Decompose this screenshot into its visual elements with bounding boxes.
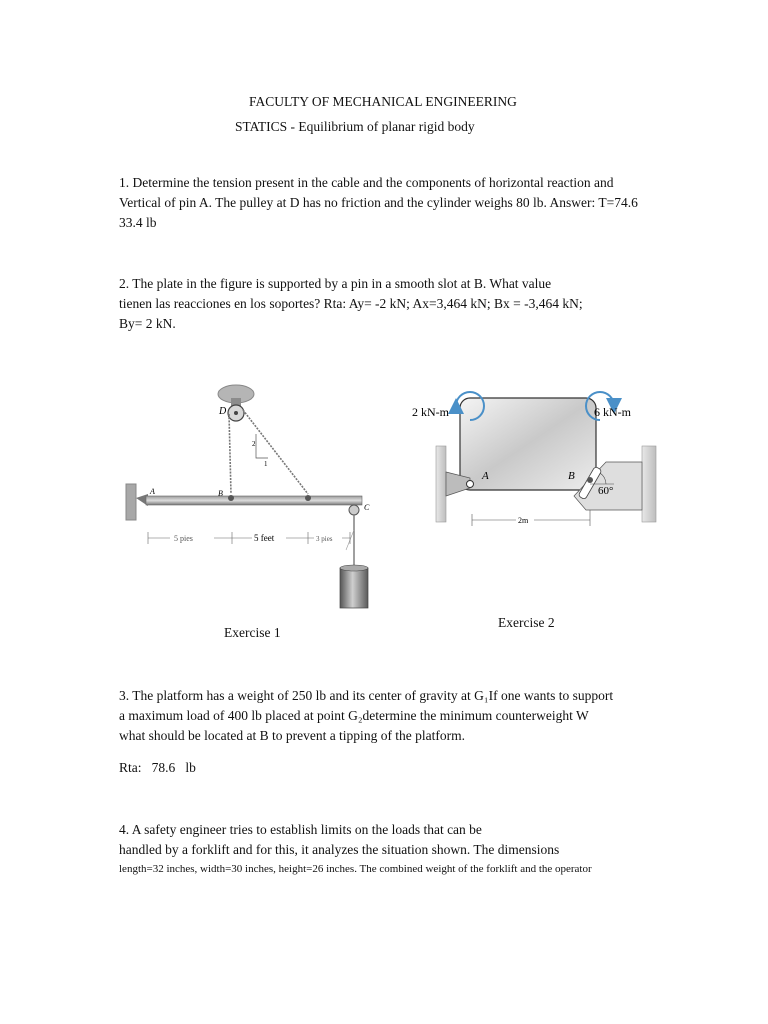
slope-triangle (256, 434, 268, 458)
dimension-1: 5 pies (174, 534, 193, 543)
slope-rise: 2 (252, 440, 256, 448)
problem-3 (119, 686, 613, 746)
rope-vertical (229, 414, 231, 494)
problem-2-line-2: tienen las reacciones en los soportes? Rta: Ay= -2 kN; Ax=3,464 kN; Bx = -3,464 kN; (119, 296, 583, 311)
dimension-2: 5 feet (254, 533, 275, 543)
problem-1-line-2: Vertical of pin A. The pulley at D has no friction and the cylinder weighs 80 lb. Answer: T=74.6 (119, 195, 638, 210)
exercise-1-caption: Exercise 1 (224, 625, 281, 640)
problem-3-answer: Rta: 78.6 lb (119, 760, 196, 775)
problem-1 (119, 173, 638, 233)
dimension-label: 2m (518, 516, 529, 525)
course-title: STATICS - Equilibrium of planar rigid body (235, 119, 475, 134)
cylinder (340, 568, 368, 608)
problem-2-line-3: By= 2 kN. (119, 316, 176, 331)
angle-label: 60° (598, 485, 614, 497)
problem-4 (119, 820, 592, 878)
pin-a (467, 481, 474, 488)
exercise-1-figure (118, 380, 398, 615)
problem-1-line-3: 33.4 lb (119, 215, 157, 230)
plate (460, 398, 596, 490)
exercise-2-caption: Exercise 2 (498, 615, 555, 630)
joint-b (228, 495, 234, 501)
problem-3-line-1: 3. The platform has a weight of 250 lb and its center of gravity at G₁If one wants to support (119, 688, 614, 703)
label-a: A (150, 487, 155, 496)
slope-run: 1 (264, 460, 268, 468)
left-wall (436, 446, 446, 522)
joint-cable (305, 495, 311, 501)
moment-left-label: 2 kN-m (412, 405, 449, 419)
problem-2 (119, 274, 583, 334)
wall-a (126, 484, 136, 520)
problem-1-line-1: 1. Determine the tension present in the cable and the components of horizontal reaction and (119, 175, 614, 190)
pin-b (587, 477, 593, 483)
beam (146, 496, 362, 505)
problem-4-line-3: length=32 inches, width=30 inches, height=26 inches. The combined weight of the forklift and the operator (119, 863, 592, 875)
rope-diagonal (243, 410, 308, 494)
exercise-2-figure (408, 384, 668, 534)
label-c: C (364, 503, 370, 512)
label-d: D (219, 406, 227, 417)
pulley-c (349, 505, 359, 515)
right-wall (642, 446, 656, 522)
label-b: B (218, 489, 223, 498)
problem-3-line-3: what should be located at B to prevent a tipping of the platform. (119, 728, 466, 743)
dimension-3: 3 pies (316, 535, 333, 543)
problem-2-line-1: 2. The plate in the figure is supported by a pin in a smooth slot at B. What value (119, 276, 552, 291)
faculty-title: FACULTY OF MECHANICAL ENGINEERING (249, 94, 517, 109)
problem-4-line-1: 4. A safety engineer tries to establish limits on the loads that can be (119, 822, 482, 837)
problem-4-line-2: handled by a forklift and for this, it analyzes the situation shown. The dimensions (119, 842, 560, 857)
moment-right-label: 6 kN-m (594, 405, 631, 419)
label-a: A (482, 470, 489, 482)
label-b: B (568, 470, 575, 482)
problem-3-line-2: a maximum load of 400 lb placed at point G₂determine the minimum counterweight W (119, 708, 589, 723)
